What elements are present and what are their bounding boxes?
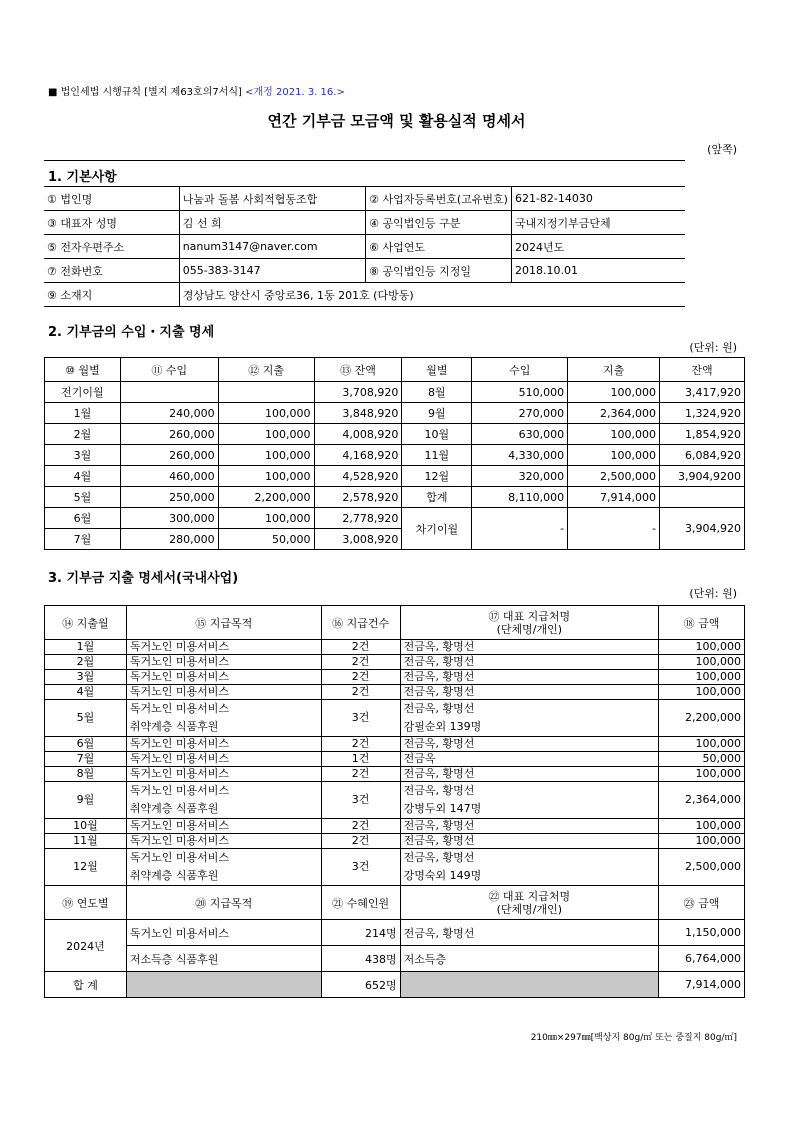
field-label: ⑥ 사업연도 — [366, 235, 512, 259]
table-cell: 270,000 — [472, 403, 568, 424]
expense-amount: 50,000 — [659, 752, 745, 767]
section3-unit: (단위: 원) — [689, 587, 737, 600]
column-header: ⑫ 지출 — [218, 358, 314, 382]
carry-balance: 3,904,920 — [660, 508, 745, 550]
income-expense-table — [44, 357, 745, 550]
cell-line: 전금옥, 황명선 — [403, 737, 475, 750]
expense-count: 1건 — [321, 752, 400, 767]
table-row — [45, 670, 745, 685]
field-value: nanum3147@naver.com — [179, 235, 365, 259]
table-row — [45, 382, 745, 403]
expense-amount: 2,364,000 — [659, 782, 745, 819]
cell-line: 감필순외 139명 — [403, 720, 482, 733]
table-cell: 12월 — [402, 466, 472, 487]
column-header: ⑩ 월별 — [45, 358, 121, 382]
table-cell: 280,000 — [120, 529, 218, 550]
table-row — [44, 259, 685, 283]
revision-date: <개정 2021. 3. 16.> — [245, 87, 345, 98]
field-label: ④ 공익법인등 구분 — [366, 211, 512, 235]
table-cell: 260,000 — [120, 445, 218, 466]
cell-line: 취약계층 식품후원 — [129, 802, 219, 815]
cell-line: 전금옥, 황명선 — [403, 685, 475, 698]
expense-month: 3월 — [45, 670, 127, 685]
table-cell: 2월 — [45, 424, 121, 445]
cell-line: 강병두외 147명 — [403, 802, 482, 815]
table-cell: 4,008,920 — [314, 424, 402, 445]
table-cell: 3월 — [45, 445, 121, 466]
cell-line: 독거노인 미용서비스 — [129, 752, 230, 765]
cell-line: 독거노인 미용서비스 — [129, 670, 230, 683]
column-header: 지출 — [568, 358, 660, 382]
total-recipient-blank — [400, 972, 658, 998]
column-header: ⑳ 지급목적 — [126, 886, 321, 920]
column-header: ㉓ 금액 — [659, 886, 745, 920]
expense-purpose — [126, 655, 321, 670]
column-header: ⑯ 지급건수 — [321, 606, 400, 640]
table-cell: 460,000 — [120, 466, 218, 487]
year-purpose: 저소득층 식품후원 — [126, 946, 321, 972]
column-header: ⑱ 금액 — [659, 606, 745, 640]
cell-line: 전금옥, 황명선 — [403, 670, 475, 683]
table-cell: 100,000 — [568, 424, 660, 445]
table-row — [45, 752, 745, 767]
cell-line: 독거노인 미용서비스 — [129, 655, 230, 668]
field-label: ③ 대표자 성명 — [44, 211, 179, 235]
field-label: ② 사업자등록번호(고유번호) — [366, 187, 512, 211]
cell-line: 전금옥, 황명선 — [403, 640, 475, 653]
table-row — [45, 767, 745, 782]
expense-amount: 100,000 — [659, 767, 745, 782]
expense-recipient — [400, 670, 658, 685]
field-label: ⑨ 소재지 — [44, 283, 179, 307]
expense-count: 3건 — [321, 700, 400, 737]
table-cell: 3,008,920 — [314, 529, 402, 550]
field-value: 2024년도 — [511, 235, 685, 259]
table-cell: 4월 — [45, 466, 121, 487]
table-cell: 1월 — [45, 403, 121, 424]
header-line: ㉒ 대표 지급처명 — [488, 889, 571, 903]
year-label: 2024년 — [45, 920, 127, 972]
cell-line: 전금옥, 황명선 — [403, 767, 475, 780]
table-row — [45, 403, 745, 424]
cell-line: 전금옥, 황명선 — [403, 819, 475, 832]
year-amount: 1,150,000 — [659, 920, 745, 946]
cell-line: 독거노인 미용서비스 — [129, 685, 230, 698]
beneficiary-count: 438명 — [321, 946, 400, 972]
expense-count: 2건 — [321, 685, 400, 700]
table-row — [45, 487, 745, 508]
section2-unit: (단위: 원) — [689, 341, 737, 354]
address-value: 경상남도 양산시 중앙로36, 1동 201호 (다방동) — [179, 283, 685, 307]
expense-month: 9월 — [45, 782, 127, 819]
table-cell — [120, 382, 218, 403]
table-cell: 260,000 — [120, 424, 218, 445]
column-header: ⑪ 수입 — [120, 358, 218, 382]
table-row — [45, 424, 745, 445]
expense-month: 11월 — [45, 834, 127, 849]
expense-recipient — [400, 737, 658, 752]
cell-line: 독거노인 미용서비스 — [129, 737, 230, 750]
section2-heading: 2. 기부금의 수입・지출 명세 — [48, 325, 215, 340]
column-header: ⑭ 지출월 — [45, 606, 127, 640]
expense-month: 7월 — [45, 752, 127, 767]
column-header: ⑬ 잔액 — [314, 358, 402, 382]
expense-recipient — [400, 685, 658, 700]
expense-count: 2건 — [321, 640, 400, 655]
expense-purpose — [126, 767, 321, 782]
table-row — [45, 640, 745, 655]
cell-line: 강명숙외 149명 — [403, 869, 482, 882]
year-purpose: 독거노인 미용서비스 — [126, 920, 321, 946]
cell-line: 전금옥 — [403, 752, 436, 765]
basic-info-table — [44, 186, 685, 307]
cell-line: 독거노인 미용서비스 — [129, 640, 230, 653]
expense-purpose — [126, 849, 321, 886]
table-cell: 6월 — [45, 508, 121, 529]
field-label: ① 법인명 — [44, 187, 179, 211]
year-recipient: 저소득층 — [400, 946, 658, 972]
total-purpose-blank — [126, 972, 321, 998]
expense-purpose — [126, 685, 321, 700]
section1-top-rule — [44, 160, 685, 161]
table-row — [45, 886, 745, 920]
table-cell: 240,000 — [120, 403, 218, 424]
expenditure-table — [44, 605, 745, 998]
table-row — [44, 283, 685, 307]
table-cell: 전기이월 — [45, 382, 121, 403]
cell-line: 전금옥, 황명선 — [403, 655, 475, 668]
table-cell: 7,914,000 — [568, 487, 660, 508]
column-header: 수입 — [472, 358, 568, 382]
table-cell: 6,084,920 — [660, 445, 745, 466]
page-side: (앞쪽) — [707, 143, 737, 156]
table-row — [45, 819, 745, 834]
column-header — [400, 606, 658, 640]
expense-count: 3건 — [321, 782, 400, 819]
expense-purpose — [126, 700, 321, 737]
carry-expense: - — [568, 508, 660, 550]
table-cell: 3,417,920 — [660, 382, 745, 403]
cell-line: 독거노인 미용서비스 — [129, 851, 230, 864]
table-row — [45, 737, 745, 752]
expense-amount: 2,200,000 — [659, 700, 745, 737]
expense-recipient — [400, 640, 658, 655]
expense-amount: 100,000 — [659, 685, 745, 700]
expense-month: 12월 — [45, 849, 127, 886]
header-line: ⑰ 대표 지급처명 — [488, 609, 571, 623]
expense-purpose — [126, 670, 321, 685]
field-value: 055-383-3147 — [179, 259, 365, 283]
table-cell: 10월 — [402, 424, 472, 445]
table-row — [45, 700, 745, 737]
header-line: (단체명/개인) — [496, 622, 563, 636]
table-cell: 300,000 — [120, 508, 218, 529]
law-prefix: ■ 법인세법 시행규칙 [별지 제63호의7서식] — [48, 87, 242, 98]
expense-recipient — [400, 655, 658, 670]
table-cell: 100,000 — [218, 403, 314, 424]
table-cell: 4,330,000 — [472, 445, 568, 466]
cell-line: 전금옥, 황명선 — [403, 834, 475, 847]
column-header: ⑮ 지급목적 — [126, 606, 321, 640]
page-title: 연간 기부금 모금액 및 활용실적 명세서 — [267, 112, 526, 130]
table-cell: 250,000 — [120, 487, 218, 508]
expense-purpose — [126, 819, 321, 834]
table-row — [45, 920, 745, 946]
carry-label: 차기이월 — [402, 508, 472, 550]
field-label: ⑦ 전화번호 — [44, 259, 179, 283]
cell-line: 전금옥, 황명선 — [403, 702, 475, 715]
expense-recipient — [400, 834, 658, 849]
table-row — [44, 187, 685, 211]
column-header: ㉑ 수혜인원 — [321, 886, 400, 920]
expense-purpose — [126, 782, 321, 819]
expense-month: 6월 — [45, 737, 127, 752]
expense-count: 2건 — [321, 670, 400, 685]
expense-month: 2월 — [45, 655, 127, 670]
cell-line: 취약계층 식품후원 — [129, 720, 219, 733]
expense-amount: 100,000 — [659, 640, 745, 655]
table-cell — [218, 382, 314, 403]
table-cell: 510,000 — [472, 382, 568, 403]
table-cell: 4,168,920 — [314, 445, 402, 466]
paper-spec: 210㎜×297㎜[백상지 80g/㎡ 또는 중질지 80g/㎡] — [530, 1033, 737, 1043]
field-value: 621-82-14030 — [511, 187, 685, 211]
total-label: 합 계 — [45, 972, 127, 998]
table-row — [45, 685, 745, 700]
cell-line: 취약계층 식품후원 — [129, 869, 219, 882]
expense-month: 10월 — [45, 819, 127, 834]
table-cell: 50,000 — [218, 529, 314, 550]
table-cell: 1,324,920 — [660, 403, 745, 424]
section3-heading: 3. 기부금 지출 명세서(국내사업) — [48, 571, 239, 586]
expense-month: 1월 — [45, 640, 127, 655]
table-cell: 4,528,920 — [314, 466, 402, 487]
expense-purpose — [126, 834, 321, 849]
total-count: 652명 — [321, 972, 400, 998]
expense-amount: 100,000 — [659, 737, 745, 752]
column-header: 잔액 — [660, 358, 745, 382]
table-cell: 2,200,000 — [218, 487, 314, 508]
header-line: (단체명/개인) — [496, 902, 563, 916]
table-cell: 3,848,920 — [314, 403, 402, 424]
field-value: 나눔과 돌봄 사회적협동조합 — [179, 187, 365, 211]
table-cell: 100,000 — [218, 424, 314, 445]
table-cell: 11월 — [402, 445, 472, 466]
table-row — [45, 606, 745, 640]
expense-recipient — [400, 752, 658, 767]
cell-line: 독거노인 미용서비스 — [129, 767, 230, 780]
table-row — [45, 782, 745, 819]
table-row — [45, 834, 745, 849]
expense-amount: 100,000 — [659, 819, 745, 834]
table-cell: 합계 — [402, 487, 472, 508]
cell-line: 전금옥, 황명선 — [403, 851, 475, 864]
table-cell — [660, 487, 745, 508]
expense-recipient — [400, 700, 658, 737]
table-row — [45, 849, 745, 886]
field-value: 국내지정기부금단체 — [511, 211, 685, 235]
expense-purpose — [126, 737, 321, 752]
carry-income: - — [472, 508, 568, 550]
table-cell: 3,904,9200 — [660, 466, 745, 487]
expense-count: 2건 — [321, 767, 400, 782]
column-header — [400, 886, 658, 920]
field-label: ⑤ 전자우편주소 — [44, 235, 179, 259]
table-cell: 2,578,920 — [314, 487, 402, 508]
table-cell: 2,500,000 — [568, 466, 660, 487]
field-value: 김 선 희 — [179, 211, 365, 235]
cell-line: 독거노인 미용서비스 — [129, 834, 230, 847]
table-row — [45, 972, 745, 998]
expense-amount: 100,000 — [659, 655, 745, 670]
cell-line: 독거노인 미용서비스 — [129, 702, 230, 715]
expense-count: 2건 — [321, 819, 400, 834]
section1-heading: 1. 기본사항 — [48, 170, 117, 185]
table-cell: 7월 — [45, 529, 121, 550]
column-header: ⑲ 연도별 — [45, 886, 127, 920]
expense-month: 4월 — [45, 685, 127, 700]
table-row — [45, 655, 745, 670]
table-cell: 100,000 — [218, 445, 314, 466]
expense-recipient — [400, 819, 658, 834]
expense-count: 3건 — [321, 849, 400, 886]
column-header: 월별 — [402, 358, 472, 382]
table-cell: 2,778,920 — [314, 508, 402, 529]
cell-line: 전금옥, 황명선 — [403, 784, 475, 797]
year-recipient: 전금옥, 황명선 — [400, 920, 658, 946]
expense-count: 2건 — [321, 655, 400, 670]
table-cell: 3,708,920 — [314, 382, 402, 403]
expense-amount: 100,000 — [659, 834, 745, 849]
expense-purpose — [126, 752, 321, 767]
year-amount: 6,764,000 — [659, 946, 745, 972]
field-label: ⑧ 공익법인등 지정일 — [366, 259, 512, 283]
table-cell: 630,000 — [472, 424, 568, 445]
table-cell: 100,000 — [218, 466, 314, 487]
table-cell: 2,364,000 — [568, 403, 660, 424]
table-row — [44, 235, 685, 259]
table-row — [44, 211, 685, 235]
field-value: 2018.10.01 — [511, 259, 685, 283]
law-reference — [48, 83, 345, 98]
table-row — [45, 466, 745, 487]
table-row — [45, 946, 745, 972]
cell-line: 독거노인 미용서비스 — [129, 784, 230, 797]
expense-count: 2건 — [321, 737, 400, 752]
expense-recipient — [400, 849, 658, 886]
table-row — [45, 445, 745, 466]
table-cell: 8월 — [402, 382, 472, 403]
total-amount: 7,914,000 — [659, 972, 745, 998]
expense-month: 5월 — [45, 700, 127, 737]
expense-amount: 100,000 — [659, 670, 745, 685]
expense-recipient — [400, 782, 658, 819]
beneficiary-count: 214명 — [321, 920, 400, 946]
table-cell: 5월 — [45, 487, 121, 508]
table-cell: 1,854,920 — [660, 424, 745, 445]
table-cell: 100,000 — [568, 382, 660, 403]
table-cell: 8,110,000 — [472, 487, 568, 508]
expense-month: 8월 — [45, 767, 127, 782]
expense-purpose — [126, 640, 321, 655]
table-cell: 9월 — [402, 403, 472, 424]
cell-line: 독거노인 미용서비스 — [129, 819, 230, 832]
expense-amount: 2,500,000 — [659, 849, 745, 886]
table-row — [45, 508, 745, 529]
table-cell: 100,000 — [568, 445, 660, 466]
table-cell: 320,000 — [472, 466, 568, 487]
expense-recipient — [400, 767, 658, 782]
table-cell: 100,000 — [218, 508, 314, 529]
table-row — [45, 358, 745, 382]
expense-count: 2건 — [321, 834, 400, 849]
